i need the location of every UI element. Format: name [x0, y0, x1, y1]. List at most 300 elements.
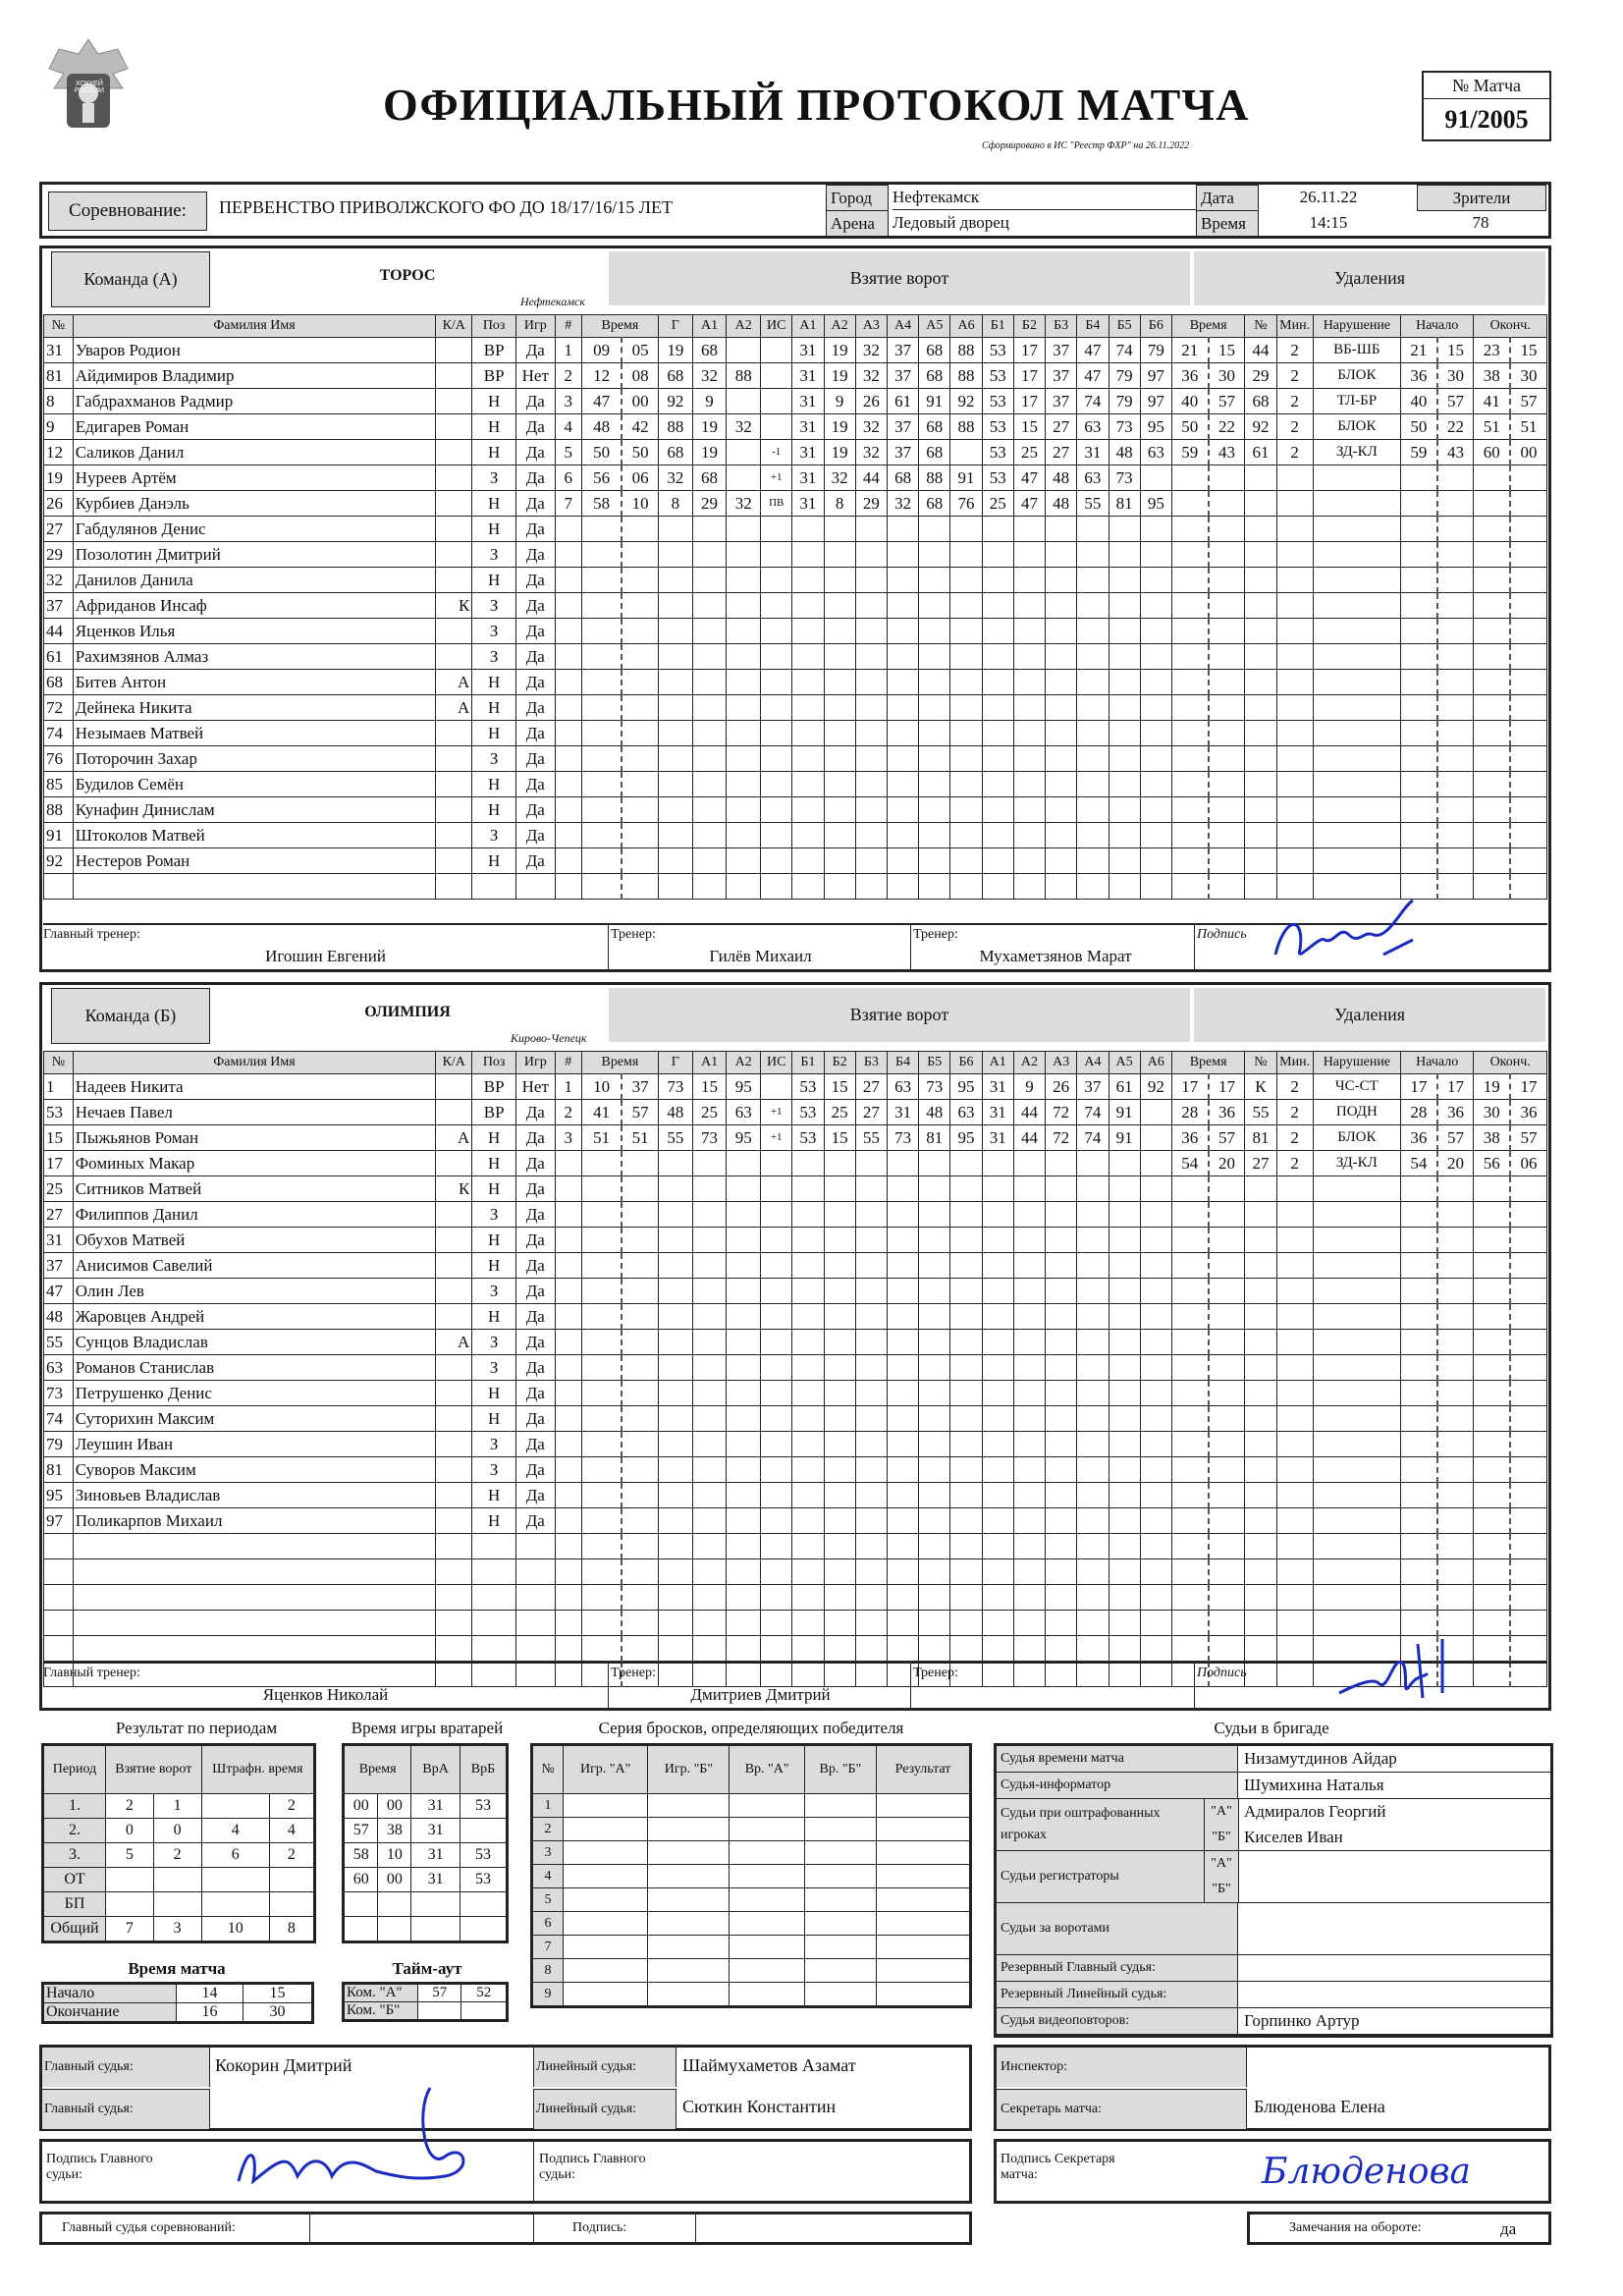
on-ice-opp [1140, 1279, 1171, 1304]
period-pim-a [201, 1892, 269, 1917]
pen-minute [1171, 517, 1208, 542]
pen-minutes [1276, 1253, 1313, 1279]
pen-end-min [1474, 644, 1510, 670]
pen-second [1209, 1330, 1245, 1355]
pen-end-sec [1510, 1559, 1546, 1585]
player-name: Петрушенко Денис [73, 1381, 435, 1406]
goal-assist1 [692, 695, 727, 721]
on-ice-own [792, 746, 824, 772]
pen-second: 15 [1209, 338, 1245, 363]
on-ice-own [824, 1636, 855, 1662]
on-ice-own [824, 619, 855, 644]
gk-a: 31 [411, 1843, 460, 1868]
goal-assist1 [692, 823, 727, 848]
shootout-cell [804, 1888, 876, 1912]
goal-situation [761, 823, 792, 848]
player-ka [436, 568, 472, 593]
pen-start-sec [1437, 797, 1474, 823]
on-ice-own [950, 772, 982, 797]
player-number: 9 [44, 414, 74, 440]
pen-player [1245, 1253, 1276, 1279]
player-position: З [472, 1432, 516, 1457]
pen-start-min: 59 [1400, 440, 1436, 465]
on-ice-opp [1140, 1406, 1171, 1432]
pen-end-min: 19 [1474, 1074, 1510, 1100]
pen-player [1245, 670, 1276, 695]
gk-a: 31 [411, 1794, 460, 1819]
shootout-number: 9 [532, 1983, 564, 2007]
pen-minute [1171, 848, 1208, 874]
pen-minute [1171, 568, 1208, 593]
on-ice-opp [1109, 517, 1140, 542]
goal-second [622, 848, 658, 874]
pen-player [1245, 1304, 1276, 1330]
player-number: 37 [44, 593, 74, 619]
pen-end-sec [1510, 1202, 1546, 1228]
player-ka [436, 848, 472, 874]
on-ice-opp [1046, 568, 1077, 593]
team-b-col-opp-1: А1 [982, 1052, 1013, 1074]
pen-minute [1171, 1330, 1208, 1355]
goal-second [622, 695, 658, 721]
player-name [73, 1611, 435, 1636]
on-ice-opp [1140, 1100, 1171, 1125]
gk-row [344, 1843, 508, 1868]
team-a-row [44, 517, 1547, 542]
period-goals-b [153, 1892, 201, 1917]
shootout-cell [876, 1865, 970, 1888]
player-ka: К [436, 1176, 472, 1202]
on-ice-opp [1077, 848, 1109, 874]
on-ice-opp [982, 1636, 1013, 1662]
period-goals-b [153, 1868, 201, 1892]
on-ice-own [824, 1355, 855, 1381]
pen-violation [1313, 695, 1400, 721]
goal-scorer [658, 1176, 692, 1202]
player-ka [436, 465, 472, 491]
goal-second [622, 1381, 658, 1406]
on-ice-opp [1109, 1636, 1140, 1662]
shootout-cell [648, 1912, 730, 1936]
on-ice-own: 95 [950, 1074, 982, 1100]
on-ice-own [950, 542, 982, 568]
on-ice-opp [982, 1406, 1013, 1432]
pen-minute [1171, 1355, 1208, 1381]
pen-minutes [1276, 1559, 1313, 1585]
pen-start-sec [1437, 670, 1474, 695]
player-name: Нестеров Роман [73, 848, 435, 874]
player-number: 15 [44, 1125, 74, 1151]
gk-minute [344, 1917, 378, 1942]
on-ice-own [887, 1176, 918, 1202]
goal-assist2 [727, 746, 761, 772]
on-ice-own [824, 517, 855, 542]
goal-assist1 [692, 772, 727, 797]
on-ice-opp: 48 [1046, 491, 1077, 517]
team-b-col-goal-no: # [555, 1052, 581, 1074]
player-ka [436, 1559, 472, 1585]
timeout-a-mm: 57 [418, 1984, 461, 2002]
on-ice-opp: 37 [1046, 338, 1077, 363]
goal-assist2 [727, 1176, 761, 1202]
pen-end-sec [1510, 1228, 1546, 1253]
goal-second [622, 1355, 658, 1381]
shootout-cell [730, 1794, 804, 1818]
pen-end-sec [1510, 823, 1546, 848]
player-plays: Да [515, 746, 555, 772]
linesman-2: Сюткин Константин [682, 2097, 837, 2116]
on-ice-own [792, 1151, 824, 1176]
goal-number [555, 644, 581, 670]
on-ice-opp [1109, 1432, 1140, 1457]
pen-start-sec: 30 [1437, 363, 1474, 389]
gk-a [411, 1892, 460, 1917]
player-name: Едигарев Роман [73, 414, 435, 440]
on-ice-own [950, 1534, 982, 1559]
on-ice-opp [1077, 1457, 1109, 1483]
on-ice-own: 88 [950, 414, 982, 440]
player-plays: Да [515, 670, 555, 695]
on-ice-opp [1013, 1406, 1045, 1432]
team-b-label: Команда (Б) [51, 988, 210, 1044]
goal-assist2 [727, 1432, 761, 1457]
team-b-goals-section: Взятие ворот [609, 988, 1190, 1042]
goal-assist1 [692, 1483, 727, 1508]
on-ice-opp: 74 [1077, 1125, 1109, 1151]
goal-situation: ПВ [761, 491, 792, 517]
on-ice-opp [982, 1253, 1013, 1279]
pen-second [1209, 1508, 1245, 1534]
player-number: 25 [44, 1176, 74, 1202]
team-b-row [44, 1381, 1547, 1406]
player-plays: Да [515, 1304, 555, 1330]
goal-scorer: 8 [658, 491, 692, 517]
pen-second [1209, 1559, 1245, 1585]
team-b-col-pen-no: № [1245, 1052, 1276, 1074]
goal-scorer [658, 695, 692, 721]
on-ice-own [950, 721, 982, 746]
pen-end-sec [1510, 619, 1546, 644]
player-plays: Да [515, 848, 555, 874]
on-ice-opp [1077, 746, 1109, 772]
on-ice-own [919, 1355, 950, 1381]
info-box [39, 182, 1551, 239]
on-ice-opp: 72 [1046, 1100, 1077, 1125]
on-ice-own [824, 1381, 855, 1406]
on-ice-opp: 48 [1109, 440, 1140, 465]
goal-minute [581, 1483, 622, 1508]
player-ka [436, 1508, 472, 1534]
player-ka [436, 746, 472, 772]
shootout-col: Вр. "А" [730, 1745, 804, 1794]
gk-a: 31 [411, 1819, 460, 1843]
team-a-row [44, 670, 1547, 695]
pen-start-sec: 15 [1437, 338, 1474, 363]
on-ice-own: 31 [792, 491, 824, 517]
team-b-col-pos: Поз [472, 1052, 516, 1074]
pen-violation: ЗД-КЛ [1313, 440, 1400, 465]
player-name: Олин Лев [73, 1279, 435, 1304]
team-b-col-ka: К/А [436, 1052, 472, 1074]
on-ice-opp [1077, 517, 1109, 542]
player-plays [515, 1611, 555, 1636]
pen-second: 22 [1209, 414, 1245, 440]
pen-minute [1171, 1508, 1208, 1534]
on-ice-own [824, 1585, 855, 1611]
on-ice-own: 32 [855, 338, 887, 363]
player-name: Дейнека Никита [73, 695, 435, 721]
goal-number [555, 1406, 581, 1432]
period-pim-a: 6 [201, 1843, 269, 1868]
on-ice-opp: 91 [1109, 1100, 1140, 1125]
goal-assist1 [692, 542, 727, 568]
gk-row [344, 1917, 508, 1942]
on-ice-opp [1077, 670, 1109, 695]
end-label: Окончание [43, 2003, 177, 2023]
team-a-col-own-1: А1 [792, 315, 824, 338]
pen-violation [1313, 1304, 1400, 1330]
shootout-title: Серия бросков, определяющих победителя [598, 1719, 904, 1737]
on-ice-own [919, 1457, 950, 1483]
pen-end-min: 38 [1474, 363, 1510, 389]
goal-second [622, 1508, 658, 1534]
pen-end-min [1474, 1330, 1510, 1355]
on-ice-opp [1140, 1611, 1171, 1636]
on-ice-own [887, 670, 918, 695]
goal-situation [761, 1074, 792, 1100]
team-a-row [44, 338, 1547, 363]
shootout-cell [730, 1912, 804, 1936]
on-ice-own [792, 1585, 824, 1611]
player-plays: Да [515, 517, 555, 542]
goal-number [555, 721, 581, 746]
goal-scorer [658, 1304, 692, 1330]
shootout-number: 2 [532, 1818, 564, 1841]
periods-header [43, 1745, 315, 1794]
goal-assist1 [692, 1151, 727, 1176]
pen-start-sec [1437, 1457, 1474, 1483]
on-ice-opp [1046, 1381, 1077, 1406]
shootout-number: 6 [532, 1912, 564, 1936]
linesman-label-1: Линейный судья: [533, 2048, 676, 2087]
pen-start-sec [1437, 1228, 1474, 1253]
pen-end-min [1474, 568, 1510, 593]
shootout-cell [564, 1959, 648, 1983]
team-b-row [44, 1559, 1547, 1585]
goal-assist2 [727, 517, 761, 542]
on-ice-own [855, 797, 887, 823]
on-ice-own [919, 848, 950, 874]
pen-minute [1171, 1585, 1208, 1611]
on-ice-opp: 31 [982, 1125, 1013, 1151]
on-ice-opp [1140, 1202, 1171, 1228]
on-ice-own [792, 1381, 824, 1406]
on-ice-opp [1046, 695, 1077, 721]
pen-end-sec [1510, 1355, 1546, 1381]
goal-second [622, 1151, 658, 1176]
gk-second: 38 [378, 1819, 411, 1843]
pen-end-min [1474, 797, 1510, 823]
team-b-row [44, 1432, 1547, 1457]
on-ice-own [950, 1483, 982, 1508]
player-position: Н [472, 1483, 516, 1508]
gk-time-col: Время [344, 1745, 411, 1794]
on-ice-own [919, 695, 950, 721]
goal-number [555, 1432, 581, 1457]
on-ice-opp: 44 [1013, 1100, 1045, 1125]
goal-second [622, 874, 658, 900]
on-ice-opp [1077, 1559, 1109, 1585]
player-number: 31 [44, 338, 74, 363]
pen-start-sec [1437, 593, 1474, 619]
on-ice-opp [1013, 568, 1045, 593]
referee-team-tag: "Б" [1205, 1825, 1239, 1851]
player-number: 68 [44, 670, 74, 695]
on-ice-own [950, 644, 982, 670]
on-ice-opp [1140, 1636, 1171, 1662]
pen-end-sec [1510, 848, 1546, 874]
end-hour: 16 [177, 2003, 243, 2023]
on-ice-opp [1109, 874, 1140, 900]
pen-end-min [1474, 721, 1510, 746]
pen-second [1209, 1457, 1245, 1483]
player-position: З [472, 1279, 516, 1304]
pen-violation [1313, 1202, 1400, 1228]
goal-assist1: 15 [692, 1074, 727, 1100]
player-position: Н [472, 414, 516, 440]
player-plays: Да [515, 440, 555, 465]
pen-player [1245, 1355, 1276, 1381]
shootout-row [532, 1936, 971, 1959]
team-b-row [44, 1508, 1547, 1534]
player-position: Н [472, 1125, 516, 1151]
on-ice-opp [1013, 1457, 1045, 1483]
on-ice-opp [982, 670, 1013, 695]
player-position: Н [472, 848, 516, 874]
pen-minute [1171, 772, 1208, 797]
pen-minute [1171, 874, 1208, 900]
goal-assist2 [727, 1228, 761, 1253]
on-ice-own [792, 1202, 824, 1228]
on-ice-own [950, 619, 982, 644]
on-ice-opp [1109, 823, 1140, 848]
player-name: Филиппов Данил [73, 1202, 435, 1228]
remarks-box [1247, 2212, 1551, 2245]
on-ice-opp [1109, 848, 1140, 874]
team-a-table [43, 314, 1547, 900]
team-b-col-own-3: Б3 [855, 1052, 887, 1074]
pen-end-sec: 06 [1510, 1151, 1546, 1176]
pen-end-sec [1510, 670, 1546, 695]
spectators-value: 78 [1472, 213, 1489, 232]
team-b-col-pen-time: Время [1171, 1052, 1244, 1074]
goal-assist2 [727, 1381, 761, 1406]
pen-minutes [1276, 772, 1313, 797]
pen-end-sec [1510, 465, 1546, 491]
on-ice-own: 31 [792, 338, 824, 363]
team-b-table [43, 1051, 1547, 1687]
pen-minute [1171, 1534, 1208, 1559]
referees-box [994, 1743, 1553, 2038]
on-ice-own [824, 848, 855, 874]
on-ice-opp [1077, 1636, 1109, 1662]
team-a-row [44, 848, 1547, 874]
pen-player [1245, 1611, 1276, 1636]
on-ice-own: 88 [950, 363, 982, 389]
on-ice-opp [1013, 542, 1045, 568]
on-ice-opp [1013, 1279, 1045, 1304]
on-ice-opp [1077, 823, 1109, 848]
player-name: Зиновьев Владислав [73, 1483, 435, 1508]
goal-assist2 [727, 1253, 761, 1279]
pen-minute [1171, 797, 1208, 823]
match-number-label: № Матча [1424, 73, 1549, 99]
player-ka [436, 1100, 472, 1125]
pen-second [1209, 1406, 1245, 1432]
pen-minutes: 2 [1276, 1125, 1313, 1151]
pen-violation [1313, 823, 1400, 848]
on-ice-own [824, 721, 855, 746]
pen-end-sec [1510, 1381, 1546, 1406]
shootout-cell [730, 1865, 804, 1888]
pen-minutes [1276, 593, 1313, 619]
player-ka [436, 823, 472, 848]
on-ice-opp: 97 [1140, 363, 1171, 389]
goal-situation [761, 363, 792, 389]
on-ice-own [887, 772, 918, 797]
on-ice-own [950, 1253, 982, 1279]
gk-second: 10 [378, 1843, 411, 1868]
pen-minutes [1276, 1381, 1313, 1406]
team-b-header-row [44, 1052, 1547, 1074]
pen-start-sec [1437, 465, 1474, 491]
on-ice-opp [1077, 1151, 1109, 1176]
on-ice-opp [1077, 1228, 1109, 1253]
pen-minute: 17 [1171, 1074, 1208, 1100]
player-number: 26 [44, 491, 74, 517]
pen-end-min: 60 [1474, 440, 1510, 465]
pen-start-min [1400, 797, 1436, 823]
referee-name: Шумихина Наталья [1244, 1776, 1384, 1794]
player-number: 61 [44, 644, 74, 670]
pen-end-min: 56 [1474, 1151, 1510, 1176]
goal-situation [761, 1151, 792, 1176]
player-plays: Да [515, 1483, 555, 1508]
on-ice-own [855, 1202, 887, 1228]
on-ice-opp [1013, 1432, 1045, 1457]
on-ice-own [887, 619, 918, 644]
on-ice-opp [1013, 517, 1045, 542]
on-ice-own [950, 517, 982, 542]
pen-start-min [1400, 1253, 1436, 1279]
on-ice-opp [1140, 1559, 1171, 1585]
goal-second [622, 644, 658, 670]
pen-end-sec [1510, 491, 1546, 517]
match-time-table [41, 1982, 314, 2024]
on-ice-own [887, 568, 918, 593]
pen-minute [1171, 1228, 1208, 1253]
pen-violation: ПОДН [1313, 1100, 1400, 1125]
on-ice-own [887, 1330, 918, 1355]
remarks-value: да [1500, 2219, 1517, 2238]
pen-second [1209, 644, 1245, 670]
player-number: 19 [44, 465, 74, 491]
player-plays: Да [515, 389, 555, 414]
goal-number [555, 517, 581, 542]
goal-second: 10 [622, 491, 658, 517]
on-ice-opp [1109, 1176, 1140, 1202]
pen-end-min [1474, 848, 1510, 874]
